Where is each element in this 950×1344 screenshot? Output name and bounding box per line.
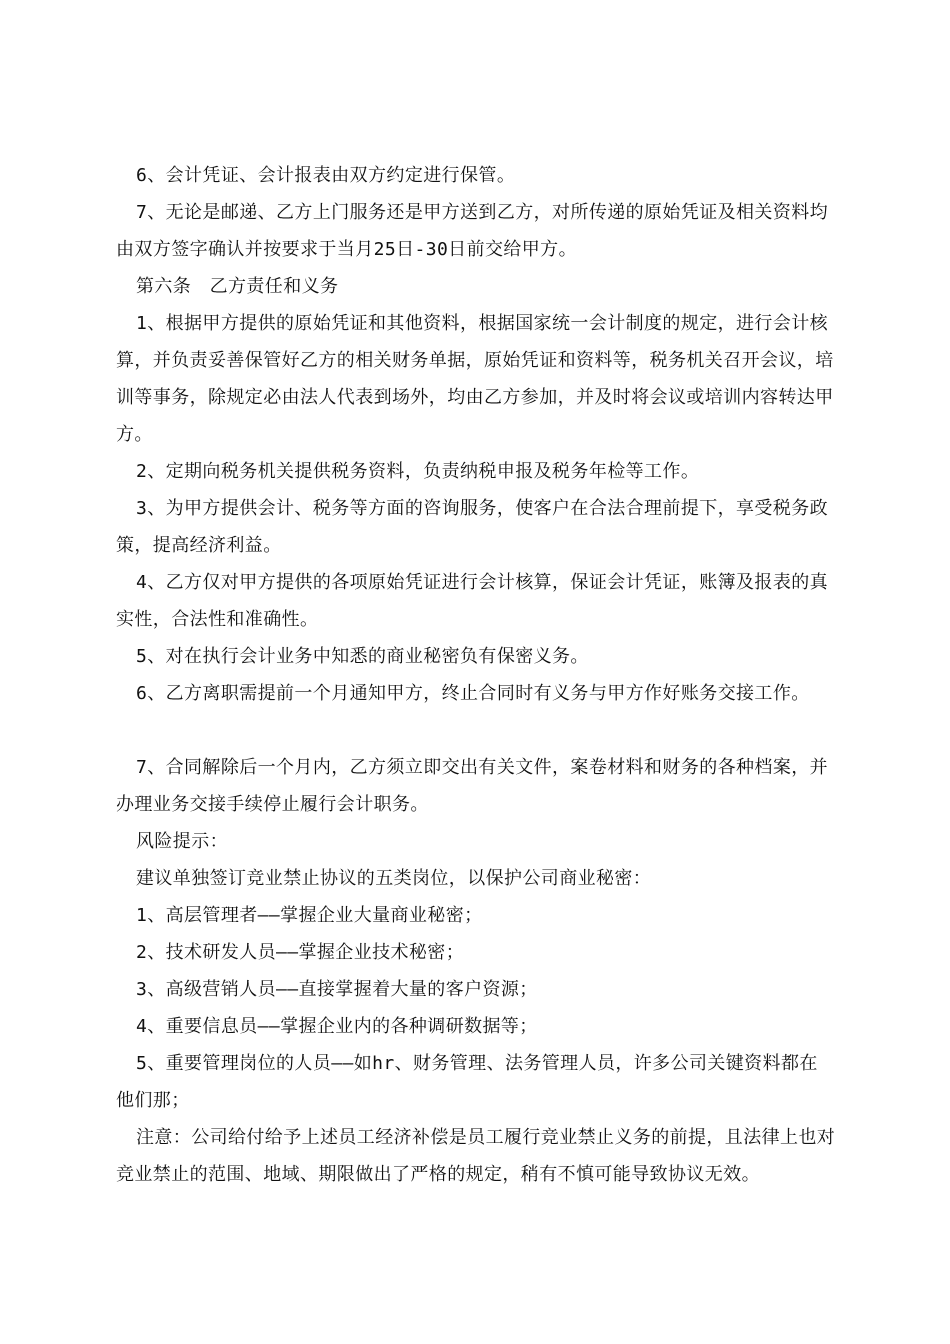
risk-item-3: 3、高级营销人员——直接掌握着大量的客户资源； xyxy=(136,979,538,1000)
paragraph-duty-3: 3、为甲方提供会计、税务等方面的咨询服务，使客户在合法合理前提下，享受税务政策，提高经济利益。 xyxy=(116,498,829,556)
risk-item-2: 2、技术研发人员——掌握企业技术秘密； xyxy=(136,942,465,963)
risk-item-1: 1、高层管理者——掌握企业大量商业秘密； xyxy=(136,905,483,926)
paragraph-document-delivery: 7、无论是邮递、乙方上门服务还是甲方送到乙方，对所传递的原始凭证及相关资料均由双方签字确认并按要求于当月25日-30日前交给甲方。 xyxy=(116,202,829,260)
risk-item-4: 4、重要信息员——掌握企业内的各种调研数据等； xyxy=(136,1016,538,1037)
risk-notice-heading: 风险提示： xyxy=(136,831,228,852)
paragraph-duty-1: 1、根据甲方提供的原始凭证和其他资料，根据国家统一会计制度的规定，进行会计核算，并负责妥善保管好乙方的相关财务单据，原始凭证和资料等，税务机关召开会议，培训等事务，除规定必由法人代表到场外，均由乙方参加，并及时将会议或培训内容转达甲方。 xyxy=(116,313,834,445)
risk-notice-intro: 建议单独签订竞业禁止协议的五类岗位，以保护公司商业秘密： xyxy=(136,868,652,889)
paragraph-duty-2: 2、定期向税务机关提供税务资料，负责纳税申报及税务年检等工作。 xyxy=(136,461,700,482)
attention-note: 注意：公司给付给予上述员工经济补偿是员工履行竞业禁止义务的前提，且法律上也对竞业禁止的范围、地域、期限做出了严格的规定，稍有不慎可能导致协议无效。 xyxy=(116,1127,836,1185)
paragraph-spacer xyxy=(116,712,836,749)
risk-item-5: 5、重要管理岗位的人员——如hr、财务管理、法务管理人员，许多公司关键资料都在他们那； xyxy=(116,1053,818,1111)
paragraph-duty-5: 5、对在执行会计业务中知悉的商业秘密负有保密义务。 xyxy=(136,646,589,667)
document-body xyxy=(116,157,836,1193)
paragraph-duty-4: 4、乙方仅对甲方提供的各项原始凭证进行会计核算，保证会计凭证，账簿及报表的真实性，合法性和准确性。 xyxy=(116,572,829,630)
paragraph-duty-7: 7、合同解除后一个月内，乙方须立即交出有关文件，案卷材料和财务的各种档案，并办理业务交接手续停止履行会计职务。 xyxy=(116,757,829,815)
section-heading-party-b-duties: 第六条 乙方责任和义务 xyxy=(136,276,339,297)
paragraph-duty-6: 6、乙方离职需提前一个月通知甲方，终止合同时有义务与甲方作好账务交接工作。 xyxy=(136,683,810,704)
paragraph-accounting-vouchers-storage: 6、会计凭证、会计报表由双方约定进行保管。 xyxy=(136,165,516,186)
